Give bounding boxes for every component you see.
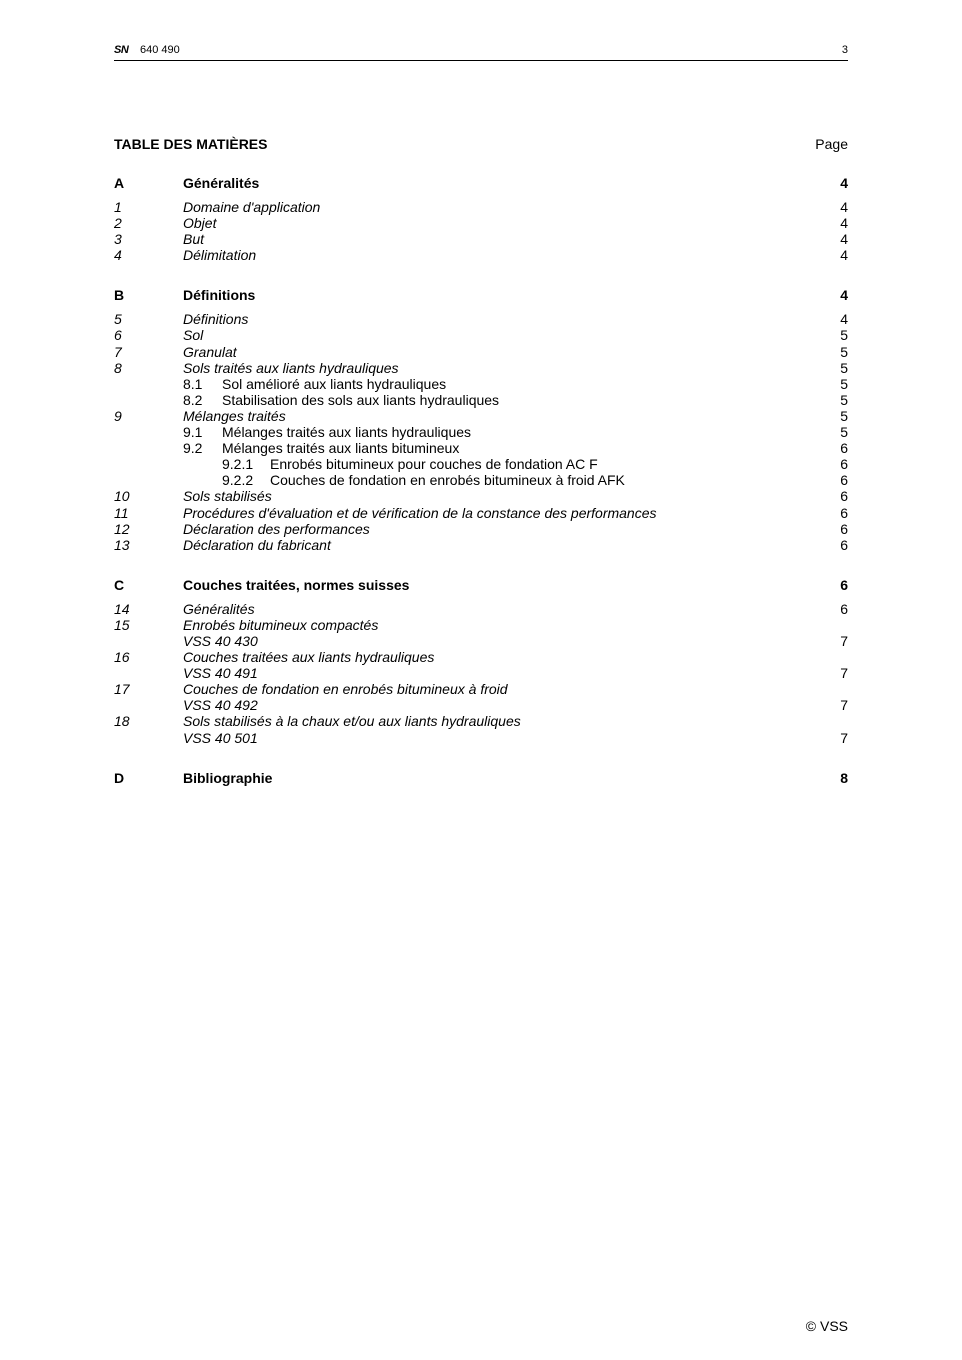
toc-entry-number: 14 <box>114 600 130 617</box>
toc-entry-row <box>114 215 848 231</box>
toc-entry-page: 7 <box>840 665 848 682</box>
toc-entry-number: B <box>114 287 125 304</box>
toc-page-column-label: Page <box>815 136 848 152</box>
toc-entry-page: 4 <box>840 287 848 304</box>
toc-entry-title: Objet <box>183 215 217 232</box>
toc-entry-number: 16 <box>114 649 130 666</box>
toc-entry-number: 7 <box>114 343 122 360</box>
toc-entry-number: A <box>114 175 125 191</box>
toc-entry-number: 15 <box>114 616 130 633</box>
toc-entry-row <box>114 713 848 729</box>
toc-entry-title: Mélanges traités <box>183 407 286 424</box>
toc-entry-row <box>114 472 848 488</box>
toc-entry-row <box>114 327 848 343</box>
toc-entry-number: 9 <box>114 407 122 424</box>
toc-entry-row <box>114 344 848 360</box>
toc-entry-number: D <box>114 769 125 786</box>
toc-entry-row <box>114 456 848 472</box>
document-number: 640 490 <box>140 44 180 56</box>
toc-entry-title: Stabilisation des sols aux liants hydrauliques <box>222 391 500 408</box>
toc-entry-number: 11 <box>114 504 129 521</box>
toc-spacer <box>114 553 848 577</box>
toc-entry-title: Sols traités aux liants hydrauliques <box>183 359 399 376</box>
toc-entry-page: 5 <box>840 391 848 408</box>
toc-entry-title: Enrobés bitumineux pour couches de fondation AC F <box>270 456 598 473</box>
toc-entry-page: 5 <box>840 407 848 424</box>
toc-entry-title: Couches de fondation en enrobés bitumineux à froid <box>183 681 508 698</box>
toc-entry-title: Définitions <box>183 287 256 304</box>
toc-section-row <box>114 770 848 794</box>
toc-entry-title: Sols stabilisés <box>183 488 272 505</box>
toc-entry-title: Généralités <box>183 175 260 191</box>
toc-entry-row <box>114 505 848 521</box>
toc-entry-title: VSS 40 501 <box>183 729 258 746</box>
toc-entry-page: 8 <box>840 769 848 786</box>
toc-entry-title: Déclaration du fabricant <box>183 536 331 553</box>
toc-entry-number: 8.2 <box>183 391 203 408</box>
toc-entry-row <box>114 649 848 665</box>
toc-entry-number: 8.1 <box>183 375 203 392</box>
toc-entry-page: 7 <box>840 697 848 714</box>
toc-entry-page: 5 <box>840 343 848 360</box>
toc-entry-row <box>114 231 848 247</box>
toc-entry-number: 8 <box>114 359 122 376</box>
toc-entry-title: Procédures d'évaluation et de vérification de la constance des performances <box>183 504 657 521</box>
toc-entry-title: Granulat <box>183 343 237 360</box>
toc-entry-page: 4 <box>840 311 848 328</box>
page-number: 3 <box>841 44 848 56</box>
toc-entry-row <box>114 697 848 713</box>
toc-entry-page: 6 <box>840 576 848 593</box>
copyright-footer: © VSS <box>805 1318 848 1334</box>
toc-entry-title: Bibliographie <box>183 769 273 786</box>
toc-entry-page: 5 <box>840 375 848 392</box>
toc-section-row <box>114 287 848 311</box>
toc-entry-row <box>114 617 848 633</box>
toc-entry-row <box>114 601 848 617</box>
toc-entry-row <box>114 247 848 263</box>
toc-entry-row <box>114 440 848 456</box>
toc-entry-page: 6 <box>840 600 848 617</box>
toc-entry-page: 6 <box>840 536 848 553</box>
toc-entry-number: 9.2.1 <box>222 456 254 473</box>
toc-entry-row <box>114 376 848 392</box>
toc-entry-page: 4 <box>840 199 848 215</box>
toc-entry-page: 6 <box>840 472 848 489</box>
toc-entry-title: Sol <box>183 327 204 344</box>
toc-entry-title: Sol amélioré aux liants hydrauliques <box>222 375 447 392</box>
toc-entry-title: Couches traitées, normes suisses <box>183 576 410 593</box>
toc-entry-row <box>114 488 848 504</box>
toc-entry-page: 7 <box>840 632 848 649</box>
toc-entry-number: 17 <box>114 681 130 698</box>
toc-entry-title: VSS 40 491 <box>183 665 258 682</box>
document-page <box>114 0 848 1360</box>
toc-entry-row <box>114 633 848 649</box>
toc-spacer <box>114 263 848 287</box>
toc-entry-page: 6 <box>840 504 848 521</box>
toc-entry-row <box>114 665 848 681</box>
toc-entry-page: 5 <box>840 359 848 376</box>
toc-entry-page: 7 <box>840 729 848 746</box>
toc-entry-row <box>114 730 848 746</box>
toc-entry-page: 6 <box>840 440 848 457</box>
toc-entry-page: 5 <box>840 327 848 344</box>
toc-entry-page: 4 <box>840 247 848 264</box>
toc-spacer <box>114 746 848 770</box>
toc-entry-number: 10 <box>114 488 130 505</box>
toc-entry-title: Sols stabilisés à la chaux et/ou aux liants hydrauliques <box>183 713 521 730</box>
toc-entry-title: Généralités <box>183 600 255 617</box>
toc-section-row <box>114 577 848 601</box>
toc-entry-number: 12 <box>114 520 130 537</box>
toc-entry-number: 13 <box>114 536 130 553</box>
toc-entry-title: Définitions <box>183 311 249 328</box>
toc-entry-title: But <box>183 231 205 248</box>
toc-entry-number: 9.2 <box>183 440 203 457</box>
toc-entry-page: 6 <box>840 456 848 473</box>
toc-entry-title: VSS 40 430 <box>183 632 258 649</box>
toc-entry-page: 4 <box>840 231 848 248</box>
toc-entry-row <box>114 408 848 424</box>
toc-section-row <box>114 175 848 199</box>
toc-entry-row <box>114 537 848 553</box>
toc-entry-title: Couches traitées aux liants hydrauliques <box>183 649 435 666</box>
toc-entry-title: Couches de fondation en enrobés bitumineux à froid AFK <box>270 472 625 489</box>
toc-entry-title: VSS 40 492 <box>183 697 258 714</box>
toc-entry-number: 5 <box>114 311 122 328</box>
toc-entry-row <box>114 360 848 376</box>
toc-entry-title: Enrobés bitumineux compactés <box>183 616 379 633</box>
toc-entry-number: 18 <box>114 713 130 730</box>
toc-title: TABLE DES MATIÈRES <box>114 136 268 152</box>
toc-entry-number: C <box>114 576 125 593</box>
table-of-contents <box>114 175 848 794</box>
toc-entry-page: 6 <box>840 488 848 505</box>
toc-entry-number: 1 <box>114 199 122 215</box>
toc-entry-number: 2 <box>114 215 122 232</box>
toc-entry-title: Déclaration des performances <box>183 520 370 537</box>
toc-entry-title: Mélanges traités aux liants bitumineux <box>222 440 460 457</box>
toc-entry-row <box>114 424 848 440</box>
header-divider <box>114 60 848 61</box>
toc-entry-number: 3 <box>114 231 122 248</box>
toc-entry-title: Domaine d'application <box>183 199 321 215</box>
toc-entry-number: 9.1 <box>183 424 203 441</box>
toc-entry-number: 6 <box>114 327 122 344</box>
toc-entry-page: 6 <box>840 520 848 537</box>
toc-entry-page: 5 <box>840 424 848 441</box>
toc-entry-page: 4 <box>840 215 848 232</box>
toc-entry-row <box>114 681 848 697</box>
toc-entry-row <box>114 392 848 408</box>
toc-entry-row <box>114 521 848 537</box>
toc-entry-row <box>114 199 848 215</box>
toc-entry-title: Délimitation <box>183 247 257 264</box>
toc-entry-number: 9.2.2 <box>222 472 254 489</box>
sn-logo: SN <box>114 44 129 56</box>
toc-entry-page: 4 <box>840 175 848 191</box>
toc-entry-title: Mélanges traités aux liants hydrauliques <box>222 424 472 441</box>
toc-entry-number: 4 <box>114 247 122 264</box>
toc-entry-row <box>114 311 848 327</box>
